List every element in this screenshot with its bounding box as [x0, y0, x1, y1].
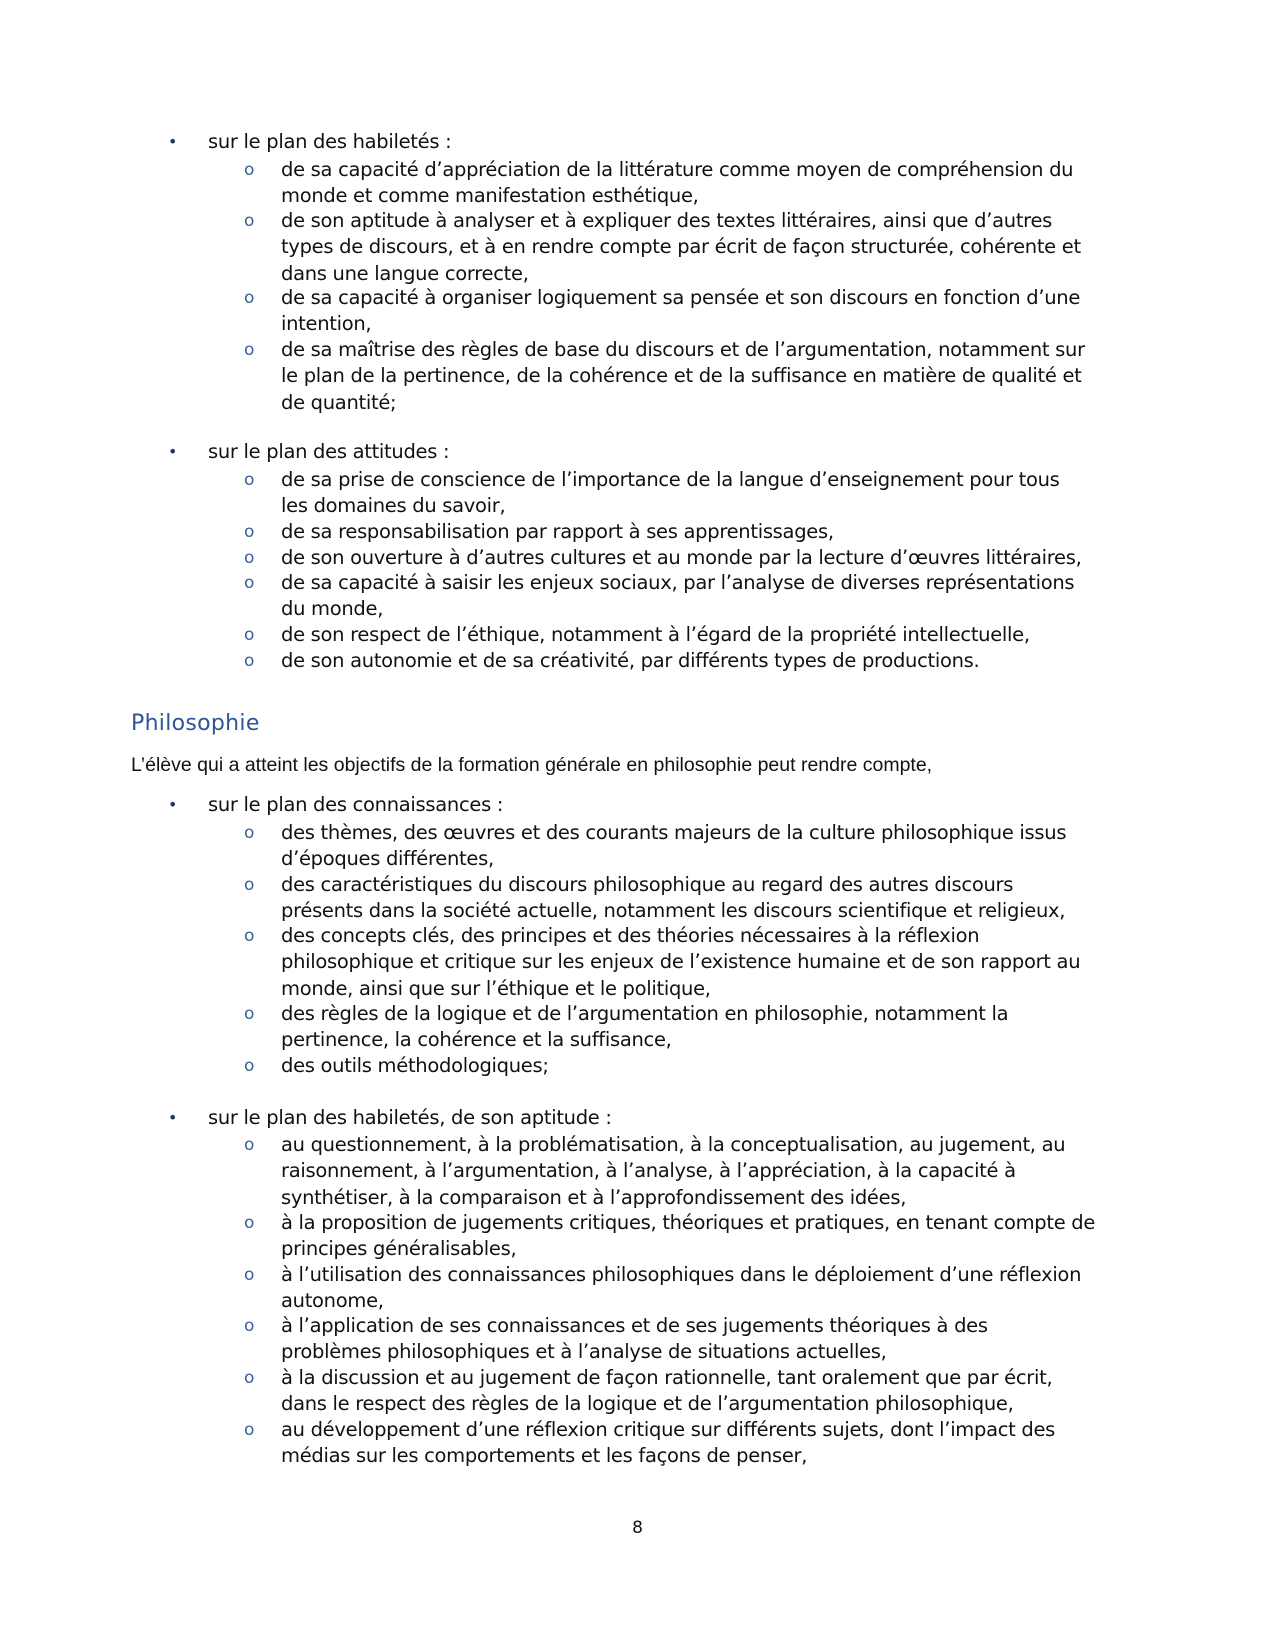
list-item-line: monde, ainsi que sur l’éthique et le politique,: [281, 976, 711, 1000]
sub-bullet-icon: o: [244, 1265, 255, 1285]
list-heading: sur le plan des connaissances :: [208, 793, 504, 816]
list-item-line: de son aptitude à analyser et à expliquer des textes littéraires, ainsi que d’autres: [281, 209, 1053, 232]
list-item-line: des règles de la logique et de l’argumentation en philosophie, notamment la: [281, 1002, 1009, 1025]
list-item-line: à l’application de ses connaissances et de ses jugements théoriques à des: [281, 1314, 988, 1337]
list-item-line: dans le respect des règles de la logique et de l’argumentation philosophique,: [281, 1392, 1014, 1416]
sub-bullet-icon: o: [244, 1420, 255, 1440]
sub-bullet-icon: o: [244, 522, 255, 542]
list-item-line: problèmes philosophiques et à l’analyse de situations actuelles,: [281, 1340, 887, 1364]
list-item-line: de son ouverture à d’autres cultures et au monde par la lecture d’œuvres littéraires,: [281, 546, 1082, 569]
list-heading: sur le plan des habiletés :: [208, 130, 452, 153]
bullet-icon: •: [168, 1108, 178, 1127]
sub-bullet-icon: o: [244, 548, 255, 568]
sub-bullet-icon: o: [244, 1004, 255, 1024]
list-item-line: dans une langue correcte,: [281, 261, 529, 285]
page-number: 8: [632, 1518, 643, 1538]
sub-bullet-icon: o: [244, 470, 255, 490]
bullet-icon: •: [168, 795, 178, 814]
sub-bullet-icon: o: [244, 823, 255, 843]
list-item-line: des thèmes, des œuvres et des courants majeurs de la culture philosophique issus: [281, 821, 1067, 844]
list-item-line: les domaines du savoir,: [281, 494, 506, 518]
section-heading: Philosophie: [131, 711, 260, 736]
list-item-line: de son respect de l’éthique, notamment à l’égard de la propriété intellectuelle,: [281, 623, 1030, 646]
sub-bullet-icon: o: [244, 573, 255, 593]
list-item-line: de sa capacité d’appréciation de la littérature comme moyen de compréhension du: [281, 158, 1074, 181]
list-item-line: de son autonomie et de sa créativité, par différents types de productions.: [281, 649, 980, 672]
list-item-line: des outils méthodologiques;: [281, 1054, 549, 1077]
sub-bullet-icon: o: [244, 340, 255, 360]
sub-bullet-icon: o: [244, 625, 255, 645]
list-item-line: raisonnement, à l’argumentation, à l’analyse, à l’appréciation, à la capacité à: [281, 1159, 1016, 1183]
list-item-line: à l’utilisation des connaissances philosophiques dans le déploiement d’une réflexion: [281, 1263, 1082, 1286]
sub-bullet-icon: o: [244, 875, 255, 895]
list-item-line: types de discours, et à en rendre compte par écrit de façon structurée, cohérente et: [281, 235, 1081, 259]
sub-bullet-icon: o: [244, 926, 255, 946]
list-item-line: des concepts clés, des principes et des théories nécessaires à la réflexion: [281, 924, 980, 947]
list-item-line: de sa capacité à organiser logiquement sa pensée et son discours en fonction d’une: [281, 286, 1081, 309]
list-item-line: médias sur les comportements et les façons de penser,: [281, 1444, 808, 1468]
list-item-line: des caractéristiques du discours philosophique au regard des autres discours: [281, 873, 1014, 896]
list-heading: sur le plan des attitudes :: [208, 440, 450, 463]
list-item-line: de sa responsabilisation par rapport à ses apprentissages,: [281, 520, 834, 543]
sub-bullet-icon: o: [244, 1135, 255, 1155]
sub-bullet-icon: o: [244, 1316, 255, 1336]
list-item-line: le plan de la pertinence, de la cohérence et de la suffisance en matière de qualité et: [281, 364, 1082, 388]
sub-bullet-icon: o: [244, 160, 255, 180]
list-item-line: d’époques différentes,: [281, 847, 494, 871]
list-item-line: au développement d’une réflexion critique sur différents sujets, dont l’impact des: [281, 1418, 1056, 1441]
list-item-line: philosophique et critique sur les enjeux de l’existence humaine et de son rapport au: [281, 950, 1081, 974]
sub-bullet-icon: o: [244, 211, 255, 231]
list-heading: sur le plan des habiletés, de son aptitude :: [208, 1106, 612, 1129]
list-item-line: synthétiser, à la comparaison et à l’approfondissement des idées,: [281, 1185, 907, 1209]
list-item-line: autonome,: [281, 1289, 384, 1313]
list-item-line: intention,: [281, 312, 372, 336]
list-item-line: de sa prise de conscience de l’importance de la langue d’enseignement pour tous: [281, 468, 1060, 491]
bullet-icon: •: [168, 132, 178, 151]
bullet-icon: •: [168, 442, 178, 461]
list-item-line: présents dans la société actuelle, notamment les discours scientifique et religieux,: [281, 899, 1066, 923]
list-item-line: de sa capacité à saisir les enjeux sociaux, par l’analyse de diverses représentations: [281, 571, 1075, 594]
sub-bullet-icon: o: [244, 288, 255, 308]
list-item-line: à la proposition de jugements critiques, théoriques et pratiques, en tenant compte de: [281, 1211, 1096, 1234]
list-item-line: de sa maîtrise des règles de base du discours et de l’argumentation, notamment sur: [281, 338, 1085, 361]
list-item-line: pertinence, la cohérence et la suffisance,: [281, 1028, 672, 1052]
list-item-line: principes généralisables,: [281, 1237, 517, 1261]
list-item-line: de quantité;: [281, 390, 397, 414]
list-item-line: au questionnement, à la problématisation, à la conceptualisation, au jugement, au: [281, 1133, 1066, 1156]
list-item-line: à la discussion et au jugement de façon rationnelle, tant oralement que par écrit,: [281, 1366, 1053, 1389]
sub-bullet-icon: o: [244, 1368, 255, 1388]
sub-bullet-icon: o: [244, 651, 255, 671]
intro-paragraph: L’élève qui a atteint les objectifs de la formation générale en philosophie peut rendre compte,: [131, 754, 933, 776]
list-item-line: monde et comme manifestation esthétique,: [281, 184, 699, 208]
sub-bullet-icon: o: [244, 1056, 255, 1076]
sub-bullet-icon: o: [244, 1213, 255, 1233]
list-item-line: du monde,: [281, 597, 384, 621]
